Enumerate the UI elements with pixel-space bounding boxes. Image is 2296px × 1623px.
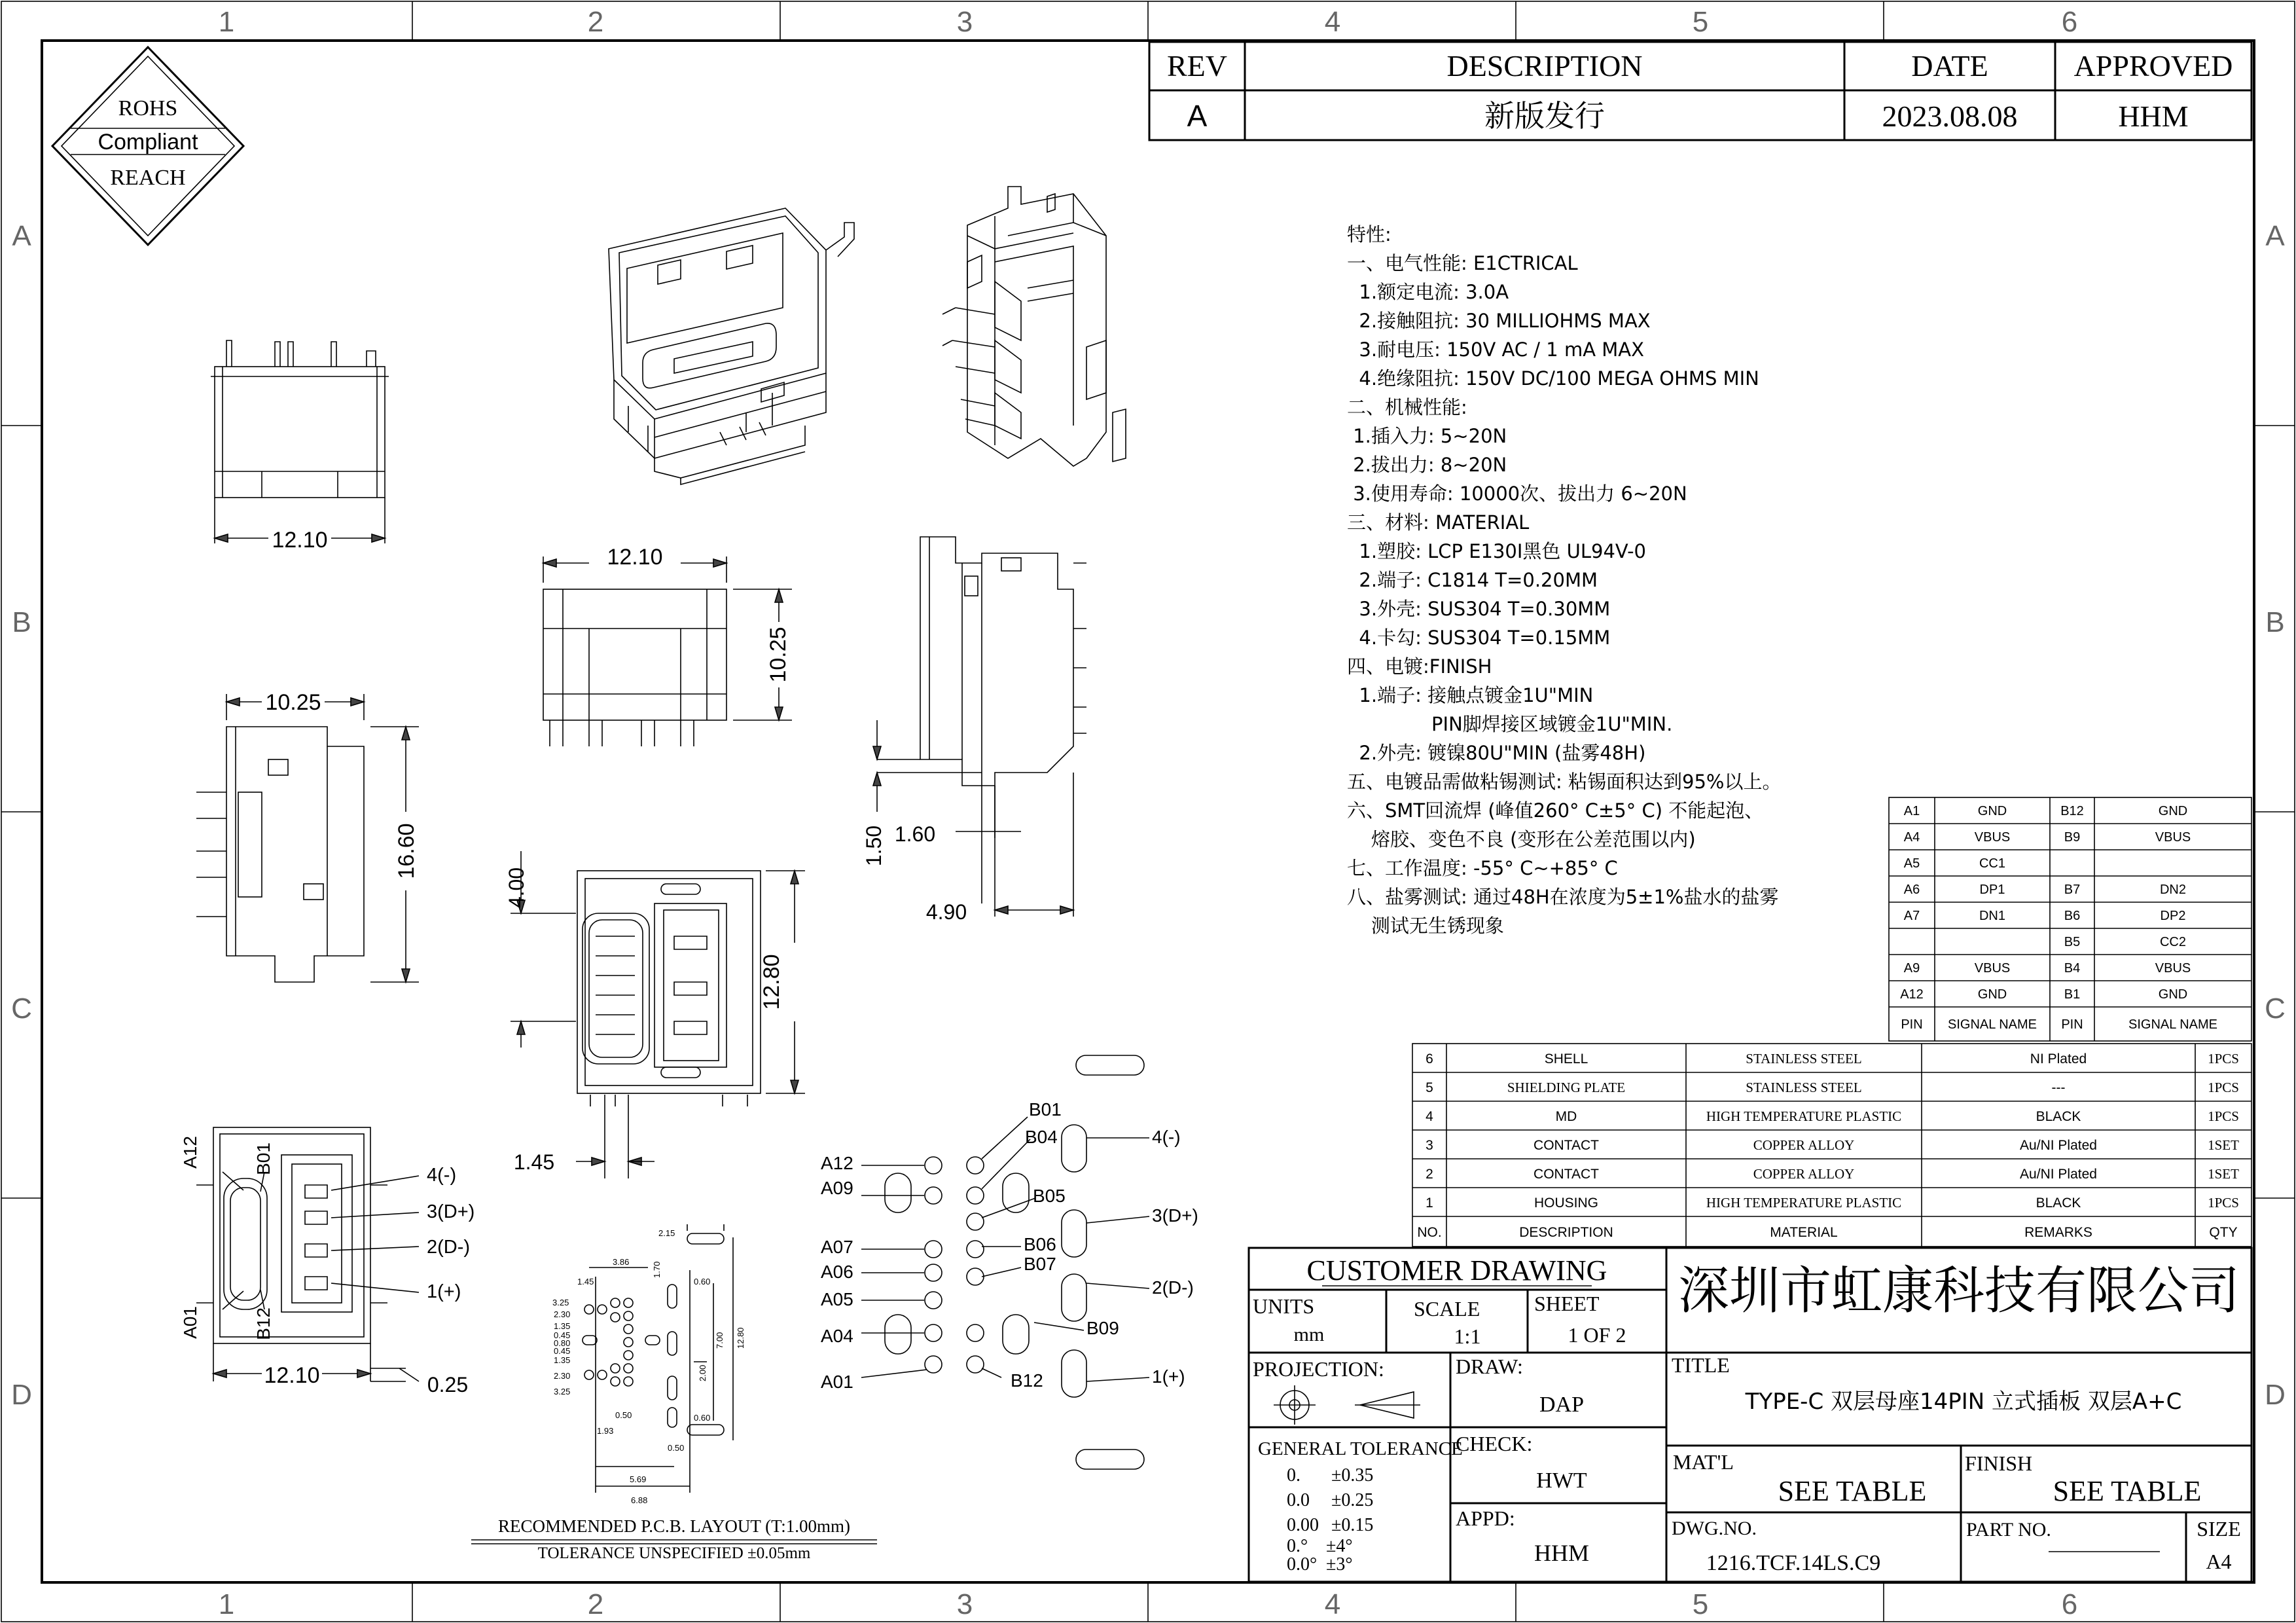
size-label: SIZE — [2197, 1517, 2241, 1541]
units-label: UNITS — [1253, 1294, 1315, 1318]
pin-cell: GND — [2158, 804, 2188, 818]
dim-12-10-c: 12.10 — [264, 1363, 320, 1388]
pcb-caption: RECOMMENDED P.C.B. LAYOUT (T:1.00mm) — [498, 1516, 850, 1536]
tolerance-key: 0.0° — [1287, 1554, 1318, 1575]
units-value: mm — [1293, 1324, 1325, 1345]
bom-cell: BLACK — [2036, 1195, 2081, 1211]
pcb-dim: 3.25 — [554, 1387, 571, 1396]
customer-drawing-label: CUSTOMER DRAWING — [1306, 1254, 1607, 1286]
pcb-dim: 1.35 — [554, 1321, 571, 1331]
pcb-dim: 0.45 — [554, 1330, 571, 1340]
col-label-3b: 3 — [956, 1588, 973, 1620]
pcb-tolerance: TOLERANCE UNSPECIFIED ±0.05mm — [537, 1544, 811, 1562]
row-label-a-r: A — [2265, 220, 2285, 252]
bom-cell: --- — [2051, 1080, 2066, 1095]
pin-cell: A12 — [1900, 987, 1924, 1002]
spec-line: 2.接触阻抗: 30 MILLIOHMS MAX — [1347, 310, 1651, 332]
title-label: TITLE — [1672, 1353, 1730, 1377]
spec-line: 测试无生锈现象 — [1347, 915, 1504, 937]
label-b12: B12 — [253, 1307, 274, 1340]
tolerance-value: ±4° — [1326, 1536, 1353, 1556]
pad-label-mid: B05 — [1033, 1186, 1066, 1206]
pcb-dim: 0.50 — [668, 1443, 685, 1453]
bom-cell: 1PCS — [2208, 1051, 2239, 1067]
tolerance-value: ±0.35 — [1331, 1465, 1374, 1486]
row-label-b: B — [12, 606, 31, 638]
pad-label-mid: B07 — [1024, 1254, 1056, 1274]
draw-label: DRAW: — [1456, 1355, 1523, 1378]
spec-line: 七、工作温度: -55° C~+85° C — [1347, 857, 1618, 879]
title-value: TYPE-C 双层母座14PIN 立式插板 双层A+C — [1745, 1389, 2182, 1415]
pcb-dimensions — [552, 1228, 745, 1505]
spec-line: 1.额定电流: 3.0A — [1347, 281, 1509, 303]
bom-cell: 1PCS — [2208, 1108, 2239, 1124]
rohs-text: ROHS — [118, 96, 178, 120]
tolerance-key: 0.00 — [1287, 1515, 1319, 1535]
pin-cell: A6 — [1903, 883, 1920, 897]
spec-line: 五、电镀品需做粘锡测试: 粘锡面积达到95%以上。 — [1347, 771, 1782, 793]
label-pin2: 2(D-) — [427, 1237, 471, 1258]
pin-cell: B1 — [2064, 987, 2081, 1002]
dim-1-60: 1.60 — [894, 822, 936, 846]
pin-cell: A4 — [1903, 830, 1920, 845]
pin-cell: GND — [1977, 804, 2007, 818]
dim-10-25-a: 10.25 — [766, 627, 791, 683]
tolerance-key: 0. — [1287, 1465, 1300, 1486]
side-view-a — [211, 340, 389, 543]
dim-4-00: 4.00 — [505, 867, 528, 909]
matl-label: MAT'L — [1673, 1450, 1734, 1474]
spec-line: 1.端子: 接触点镀金1U"MIN — [1347, 684, 1594, 706]
right-side-view — [873, 537, 1086, 917]
dim-1-50: 1.50 — [862, 825, 886, 867]
bom-cell: SHIELDING PLATE — [1507, 1080, 1626, 1095]
description-value: 新版发行 — [1484, 98, 1605, 134]
spec-line: 特性: — [1347, 223, 1391, 246]
bom-cell: HOUSING — [1534, 1195, 1599, 1211]
left-side-view — [196, 694, 419, 982]
pcb-dim: 7.00 — [715, 1332, 725, 1349]
bom-cell: Au/NI Plated — [2020, 1167, 2097, 1182]
pin-cell: A9 — [1903, 961, 1920, 976]
bom-cell: COPPER ALLOY — [1753, 1137, 1855, 1153]
bom-cell: 1 — [1426, 1195, 1433, 1211]
col-label-3: 3 — [956, 6, 973, 38]
pcb-dim: 0.60 — [694, 1413, 711, 1423]
iso-view-front — [609, 208, 854, 484]
label-a01: A01 — [180, 1306, 200, 1339]
pin-header: SIGNAL NAME — [2128, 1017, 2217, 1032]
pin-cell: A1 — [1903, 804, 1920, 818]
dim-16-60: 16.60 — [394, 823, 419, 879]
scale-label: SCALE — [1414, 1297, 1480, 1321]
pcb-dim: 6.88 — [631, 1495, 648, 1505]
spec-line: 二、机械性能: — [1347, 396, 1467, 418]
bom-cell: HIGH TEMPERATURE PLASTIC — [1706, 1108, 1902, 1124]
pad-label-right: 1(+) — [1152, 1366, 1185, 1387]
bom-cell: 5 — [1426, 1080, 1433, 1095]
reach-text: REACH — [110, 166, 186, 190]
label-pin3: 3(D+) — [427, 1201, 475, 1222]
dim-12-80-a: 12.80 — [759, 954, 784, 1010]
label-a12: A12 — [180, 1136, 200, 1169]
date-header: DATE — [1911, 49, 1988, 82]
pin-cell: DN1 — [1979, 909, 2006, 923]
row-label-b-r: B — [2265, 606, 2285, 638]
bom-header: REMARKS — [2024, 1225, 2092, 1240]
bom-cell: 6 — [1426, 1051, 1433, 1067]
front-view — [543, 556, 792, 746]
compliant-text: Compliant — [98, 130, 198, 155]
tolerance-key: 0.° — [1287, 1536, 1308, 1556]
label-pin1: 1(+) — [427, 1281, 461, 1302]
spec-notes — [1347, 223, 1781, 937]
pad-label-mid: B01 — [1029, 1099, 1062, 1120]
pin-header: PIN — [2061, 1017, 2083, 1032]
dwg-value: 1216.TCF.14LS.C9 — [1706, 1551, 1881, 1575]
spec-line: 三、材料: MATERIAL — [1347, 511, 1530, 534]
dwg-label: DWG.NO. — [1672, 1518, 1757, 1539]
pcb-dim: 0.60 — [694, 1277, 711, 1286]
bom-header: NO. — [1417, 1225, 1442, 1240]
col-label-6: 6 — [2061, 6, 2078, 38]
sheet-value: 1 OF 2 — [1568, 1323, 1626, 1347]
approved-header: APPROVED — [2073, 49, 2233, 82]
size-value: A4 — [2206, 1550, 2232, 1573]
check-value: HWT — [1536, 1468, 1587, 1493]
pad-label-right: 4(-) — [1152, 1127, 1181, 1147]
pin-cell: A5 — [1903, 856, 1920, 871]
bom-cell: 4 — [1426, 1109, 1433, 1124]
pin-cell: B4 — [2064, 961, 2081, 976]
pcb-dim: 3.86 — [613, 1257, 630, 1267]
finish-label: FINISH — [1965, 1451, 2033, 1475]
bom-cell: 1PCS — [2208, 1195, 2239, 1211]
spec-line: 4.卡勾: SUS304 T=0.15MM — [1347, 627, 1611, 649]
projection-symbol-icon — [1274, 1385, 1420, 1425]
row-label-d-r: D — [2265, 1379, 2286, 1411]
spec-line: 一、电气性能: E1CTRICAL — [1347, 252, 1578, 274]
top-view — [511, 851, 805, 1178]
row-label-c: C — [11, 993, 32, 1025]
label-b01: B01 — [253, 1142, 274, 1175]
pin-cell: B7 — [2064, 883, 2081, 897]
pad-label-mid: B06 — [1024, 1234, 1056, 1254]
col-label-1: 1 — [218, 6, 235, 38]
pin-table — [1889, 797, 2251, 1041]
col-label-1b: 1 — [218, 1588, 235, 1620]
dim-12-10-b: 12.10 — [607, 545, 663, 570]
pin-cell: VBUS — [1974, 830, 2011, 845]
pad-label-left: A05 — [821, 1289, 853, 1309]
bom-cell: HIGH TEMPERATURE PLASTIC — [1706, 1195, 1902, 1211]
bom-header: MATERIAL — [1770, 1225, 1838, 1240]
rev-header: REV — [1167, 49, 1227, 82]
iso-view-rear — [942, 187, 1126, 466]
bom-cell: SHELL — [1544, 1051, 1588, 1067]
col-label-6b: 6 — [2061, 1588, 2078, 1620]
col-label-4: 4 — [1324, 6, 1341, 38]
pcb-dim: 1.35 — [554, 1355, 571, 1365]
row-label-d: D — [11, 1379, 32, 1411]
pin-cell: CC1 — [1979, 856, 2006, 871]
pin-cell: DP1 — [1979, 883, 2005, 897]
spec-line: 1.插入力: 5~20N — [1347, 425, 1507, 447]
pcb-dim: 0.45 — [554, 1346, 571, 1356]
pin-cell: CC2 — [2159, 935, 2187, 949]
pad-layout — [861, 1055, 1149, 1469]
pad-label-right: 3(D+) — [1152, 1205, 1198, 1226]
sheet-label: SHEET — [1534, 1292, 1600, 1315]
check-label: CHECK: — [1456, 1432, 1533, 1455]
pin-header: SIGNAL NAME — [1948, 1017, 2037, 1032]
spec-line: PIN脚焊接区域镀金1U"MIN. — [1347, 713, 1673, 735]
matl-value: SEE TABLE — [1778, 1475, 1927, 1507]
bom-cell: MD — [1555, 1109, 1577, 1124]
spec-line: 4.绝缘阻抗: 150V DC/100 MEGA OHMS MIN — [1347, 367, 1759, 390]
approved-value: HHM — [2118, 100, 2189, 133]
bom-cell: Au/NI Plated — [2020, 1138, 2097, 1153]
pcb-dim: 0.50 — [615, 1410, 632, 1420]
pcb-dim: 0.80 — [554, 1338, 571, 1348]
pcb-dim: 3.25 — [552, 1298, 569, 1307]
spec-line: 3.使用寿命: 10000次、拔出力 6~20N — [1347, 483, 1687, 505]
pad-label-right: 2(D-) — [1152, 1277, 1194, 1298]
pcb-dim: 2.00 — [698, 1364, 708, 1381]
col-label-2: 2 — [587, 6, 604, 38]
tolerance-value: ±3° — [1326, 1554, 1353, 1575]
dim-1-45: 1.45 — [513, 1150, 555, 1174]
pad-label-mid: B04 — [1025, 1127, 1058, 1147]
company-name: 深圳市虹康科技有限公司 — [1677, 1262, 2240, 1321]
pcb-dim: 5.69 — [630, 1474, 647, 1484]
drawing-frame — [1, 1, 2295, 1622]
pcb-dim: 2.30 — [554, 1309, 571, 1319]
pcb-dim: 12.80 — [736, 1327, 745, 1349]
draw-value: DAP — [1539, 1393, 1585, 1417]
bom-cell: STAINLESS STEEL — [1746, 1051, 1862, 1067]
grid-labels — [11, 6, 2286, 1620]
pcb-dim: 2.30 — [554, 1371, 571, 1381]
pad-label-mid: B09 — [1086, 1318, 1119, 1338]
bom-cell: NI Plated — [2030, 1051, 2087, 1067]
row-label-c-r: C — [2265, 993, 2286, 1025]
pad-label-left: A06 — [821, 1262, 853, 1282]
dim-12-10-a: 12.10 — [272, 528, 328, 553]
pad-label-left: A09 — [821, 1178, 853, 1198]
date-value: 2023.08.08 — [1882, 100, 2018, 133]
bom-cell: 1SET — [2208, 1137, 2239, 1153]
pin-cell: GND — [2158, 987, 2188, 1002]
revision-block — [1149, 42, 2251, 140]
pin-cell: VBUS — [2155, 961, 2191, 976]
row-label-a: A — [12, 220, 31, 252]
spec-line: 1.塑胶: LCP E130I黑色 UL94V-0 — [1347, 540, 1646, 562]
dim-10-25-b: 10.25 — [265, 690, 321, 715]
part-label: PART NO. — [1966, 1519, 2051, 1541]
tolerance-key: 0.0 — [1287, 1490, 1310, 1510]
bom-header: DESCRIPTION — [1519, 1225, 1613, 1240]
projection-label: PROJECTION: — [1253, 1357, 1384, 1381]
col-label-5: 5 — [1692, 6, 1709, 38]
col-label-4b: 4 — [1324, 1588, 1341, 1620]
pin-cell: DN2 — [2159, 883, 2187, 897]
spec-line: 熔胶、变色不良 (变形在公差范围以内) — [1347, 828, 1696, 850]
spec-line: 2.拔出力: 8~20N — [1347, 454, 1507, 476]
port-face-view — [196, 1127, 419, 1381]
pin-cell: VBUS — [1974, 961, 2011, 976]
tolerance-value: ±0.15 — [1331, 1515, 1374, 1535]
spec-line: 3.外壳: SUS304 T=0.30MM — [1347, 598, 1611, 620]
scale-value: 1:1 — [1454, 1324, 1481, 1348]
bom-cell: 2 — [1426, 1167, 1433, 1182]
appd-value: HHM — [1534, 1540, 1590, 1566]
bom-cell: 1PCS — [2208, 1080, 2239, 1095]
pcb-dim: 1.70 — [652, 1261, 662, 1278]
pin-cell: B12 — [2060, 804, 2084, 818]
pcb-dim: 1.93 — [597, 1426, 614, 1436]
bom-cell: 3 — [1426, 1138, 1433, 1153]
dim-0-25: 0.25 — [427, 1373, 469, 1396]
appd-label: APPD: — [1456, 1506, 1515, 1530]
pin-cell: VBUS — [2155, 830, 2191, 845]
tolerance-label: GENERAL TOLERANCE — [1258, 1438, 1463, 1459]
pad-label-left: A01 — [821, 1372, 853, 1392]
label-pin4: 4(-) — [427, 1165, 457, 1186]
bom-cell: STAINLESS STEEL — [1746, 1080, 1862, 1095]
spec-line: 2.外壳: 镀镍80U"MIN (盐雾48H) — [1347, 742, 1646, 764]
pad-labels — [821, 1099, 1198, 1392]
spec-line: 六、SMT回流焊 (峰值260° C±5° C) 不能起泡、 — [1347, 799, 1764, 822]
bom-cell: CONTACT — [1534, 1138, 1599, 1153]
bom-header: QTY — [2209, 1225, 2238, 1240]
col-label-5b: 5 — [1692, 1588, 1709, 1620]
dim-4-90: 4.90 — [925, 900, 967, 924]
spec-line: 八、盐雾测试: 通过48H在浓度为5±1%盐水的盐雾 — [1347, 886, 1779, 908]
bom-cell: 1SET — [2208, 1166, 2239, 1182]
pcb-dim: 1.45 — [577, 1277, 594, 1286]
bom-table — [1412, 1044, 2251, 1247]
bom-cell: CONTACT — [1534, 1167, 1599, 1182]
pin-cell: A7 — [1903, 909, 1920, 923]
pin-cell: B5 — [2064, 935, 2081, 949]
pad-label-mid: B12 — [1011, 1370, 1043, 1391]
pin-cell: GND — [1977, 987, 2007, 1002]
rev-value: A — [1187, 99, 1208, 133]
bom-cell: COPPER ALLOY — [1753, 1166, 1855, 1182]
col-label-2b: 2 — [587, 1588, 604, 1620]
pad-label-left: A04 — [821, 1326, 853, 1346]
pad-label-left: A07 — [821, 1237, 853, 1257]
pin-cell: B6 — [2064, 909, 2081, 923]
tolerance-value: ±0.25 — [1331, 1490, 1374, 1510]
pcb-dim: 2.15 — [658, 1228, 675, 1238]
finish-value: SEE TABLE — [2053, 1475, 2202, 1507]
bom-cell: BLACK — [2036, 1109, 2081, 1124]
spec-line: 2.端子: C1814 T=0.20MM — [1347, 569, 1598, 591]
rohs-badge — [52, 47, 243, 245]
pad-label-left: A12 — [821, 1153, 853, 1173]
pin-cell: B9 — [2064, 830, 2081, 845]
title-block — [1249, 1248, 2251, 1582]
pin-header: PIN — [1901, 1017, 1923, 1032]
spec-line: 3.耐电压: 150V AC / 1 mA MAX — [1347, 338, 1644, 361]
description-header: DESCRIPTION — [1446, 49, 1643, 82]
pin-cell: DP2 — [2160, 909, 2186, 923]
spec-line: 四、电镀:FINISH — [1347, 655, 1492, 678]
